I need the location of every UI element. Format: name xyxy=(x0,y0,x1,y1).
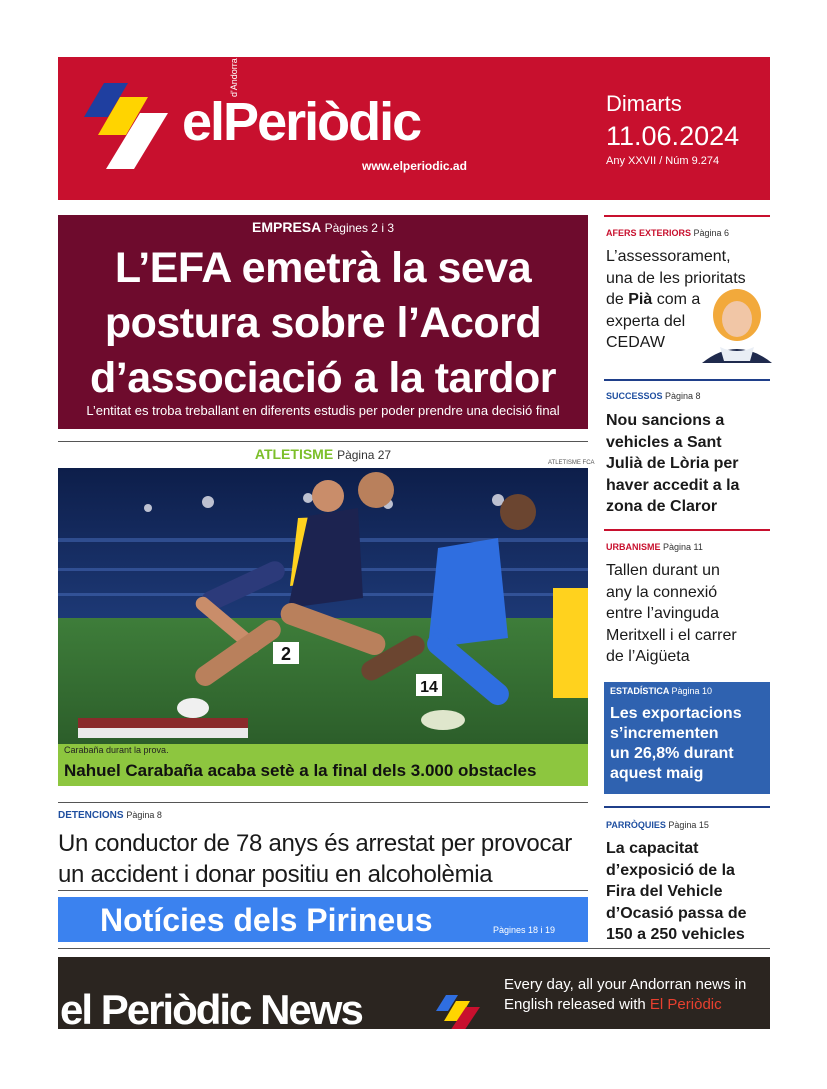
detencions-headline-line: Un conductor de 78 anys és arrestat per provocar xyxy=(58,830,572,857)
detencions-section-label xyxy=(58,810,162,821)
parroquies-line: 150 a 250 vehicles xyxy=(606,926,745,943)
estadistica-section-label xyxy=(610,686,712,696)
urbanisme-section-label xyxy=(606,542,703,552)
successos-line: haver accedit a la xyxy=(606,476,740,494)
news-promo-line2-pre: English released with xyxy=(504,996,650,1013)
lead-section: EMPRESA xyxy=(252,219,321,235)
pirineus-title: Notícies dels Pirineus xyxy=(100,902,433,938)
lead-section-label xyxy=(58,219,588,235)
sidebar-divider xyxy=(604,529,770,531)
news-promo-highlight: El Periòdic xyxy=(649,996,722,1013)
afers-line: CEDAW xyxy=(606,334,665,351)
lead-headline-line: postura sobre l’Acord xyxy=(104,299,542,347)
urbanisme-section: URBANISME xyxy=(606,542,661,552)
parroquies-line: d’exposició de la xyxy=(606,861,735,879)
afers-line3-bold: Pià xyxy=(628,291,653,308)
athletics-illustration xyxy=(58,468,588,744)
issue-day: Dimarts xyxy=(606,91,682,116)
lead-story[interactable] xyxy=(58,215,588,429)
sidebar-divider xyxy=(604,215,770,217)
lead-subtitle: L’entitat es troba treballant en diferents estudis per poder prendre una decisió final xyxy=(86,403,560,418)
urbanisme-line: entre l’avinguda xyxy=(606,605,719,622)
portrait-avatar-icon xyxy=(702,285,772,363)
lead-headline-line: L’EFA emetrà la seva xyxy=(114,244,532,292)
divider xyxy=(58,802,588,803)
masthead xyxy=(58,57,770,200)
afers-pages: Pàgina 6 xyxy=(693,228,730,238)
estadistica-line: aquest maig xyxy=(610,765,704,782)
logo-andorra-label: d'Andorra xyxy=(229,58,239,97)
estadistica-line: Les exportacions xyxy=(610,705,742,722)
urbanisme-line: Meritxell i el carrer xyxy=(606,626,737,644)
lead-headline xyxy=(58,241,588,406)
news-brand: el Periòdic News xyxy=(60,986,362,1029)
bib-number-left: 2 xyxy=(280,644,292,664)
successos-line: vehicles a Sant xyxy=(606,433,722,451)
lead-pages: Pàgines 2 i 3 xyxy=(324,221,394,235)
afers-line: experta del xyxy=(606,312,686,330)
sidebar-divider xyxy=(604,379,770,381)
urbanisme-pages: Pàgina 11 xyxy=(663,542,703,552)
estadistica-headline xyxy=(610,704,768,784)
photo-caption[interactable] xyxy=(58,744,588,786)
lead-headline-line: d’associació a la tardor xyxy=(90,354,556,402)
afers-section: AFERS EXTERIORS xyxy=(606,228,692,238)
detencions-headline-line: un accident i donar positiu en alcoholèmia xyxy=(58,861,493,888)
logo-main: Periòdic xyxy=(223,92,421,152)
afers-line3-pre: de xyxy=(606,291,629,308)
news-promo-text xyxy=(504,975,766,1015)
successos-section-label xyxy=(606,391,701,401)
sidebar-divider xyxy=(604,806,770,808)
site-url-link[interactable]: www.elperiodic.ad xyxy=(362,159,467,173)
news-promo-banner[interactable] xyxy=(58,957,770,1029)
urbanisme-line: de l’Aigüeta xyxy=(606,648,690,665)
successos-line: zona de Claror xyxy=(606,498,718,515)
successos-line: Nou sancions a xyxy=(606,412,725,429)
photo-section-label xyxy=(58,446,588,462)
estadistica-section: ESTADÍSTICA xyxy=(610,686,670,696)
successos-line: Julià de Lòria per xyxy=(606,455,739,472)
photo-caption-small: Carabaña durant la prova. xyxy=(64,745,169,755)
logo-wordmark[interactable] xyxy=(182,92,421,152)
successos-headline[interactable] xyxy=(606,410,768,518)
urbanisme-line: any la connexió xyxy=(606,583,718,601)
parroquies-line: d’Ocasió passa de xyxy=(606,904,747,922)
bib-number-right: 14 xyxy=(420,679,438,696)
news-promo-line: Every day, all your Andorran news in xyxy=(504,976,747,993)
parroquies-pages: Pàgina 15 xyxy=(668,820,709,830)
parroquies-section-label xyxy=(606,820,709,830)
pirineus-banner[interactable] xyxy=(58,897,588,942)
photo-section: ATLETISME xyxy=(254,446,334,462)
successos-section: SUCCESSOS xyxy=(606,391,663,401)
divider xyxy=(58,890,588,891)
detencions-pages: Pàgina 8 xyxy=(126,810,162,820)
logo-el: el xyxy=(182,92,224,152)
successos-pages: Pàgina 8 xyxy=(665,391,701,401)
issue-edition: Any XXVII / Núm 9.274 xyxy=(606,155,720,167)
estadistica-box[interactable] xyxy=(604,682,770,794)
photo-caption-title: Nahuel Carabaña acaba setè a la final dels 3.000 obstacles xyxy=(64,761,537,780)
urbanisme-line: Tallen durant un xyxy=(606,562,720,579)
estadistica-line: s’incrementen xyxy=(610,725,719,742)
afers-line3-post: com a xyxy=(652,291,701,308)
issue-date: 11.06.2024 xyxy=(606,121,740,151)
photo-pages: Pàgina 27 xyxy=(337,448,392,462)
divider xyxy=(58,948,770,949)
photo-credit: ATLETISME FCA xyxy=(548,460,595,466)
afers-line: L’assessorament, xyxy=(606,248,731,265)
parroquies-section: PARRÒQUIES xyxy=(606,820,666,830)
detencions-headline[interactable] xyxy=(58,828,588,890)
logo-stripes-icon xyxy=(84,83,174,169)
news-logo-stripes-icon xyxy=(434,995,480,1029)
divider xyxy=(58,441,588,442)
parroquies-line: La capacitat xyxy=(606,840,699,857)
afers-section-label xyxy=(606,228,729,238)
estadistica-pages: Pàgina 10 xyxy=(671,686,713,696)
afers-line: una de les prioritats xyxy=(606,269,746,287)
detencions-section: DETENCIONS xyxy=(58,810,124,821)
athletics-photo[interactable] xyxy=(58,468,588,744)
pirineus-pages: Pàgines 18 i 19 xyxy=(493,925,556,935)
news-promo-line-mixed xyxy=(504,995,766,1015)
parroquies-headline[interactable] xyxy=(606,838,768,946)
estadistica-line: un 26,8% durant xyxy=(610,745,734,762)
parroquies-line: Fira del Vehicle xyxy=(606,883,723,900)
urbanisme-headline[interactable] xyxy=(606,560,768,668)
